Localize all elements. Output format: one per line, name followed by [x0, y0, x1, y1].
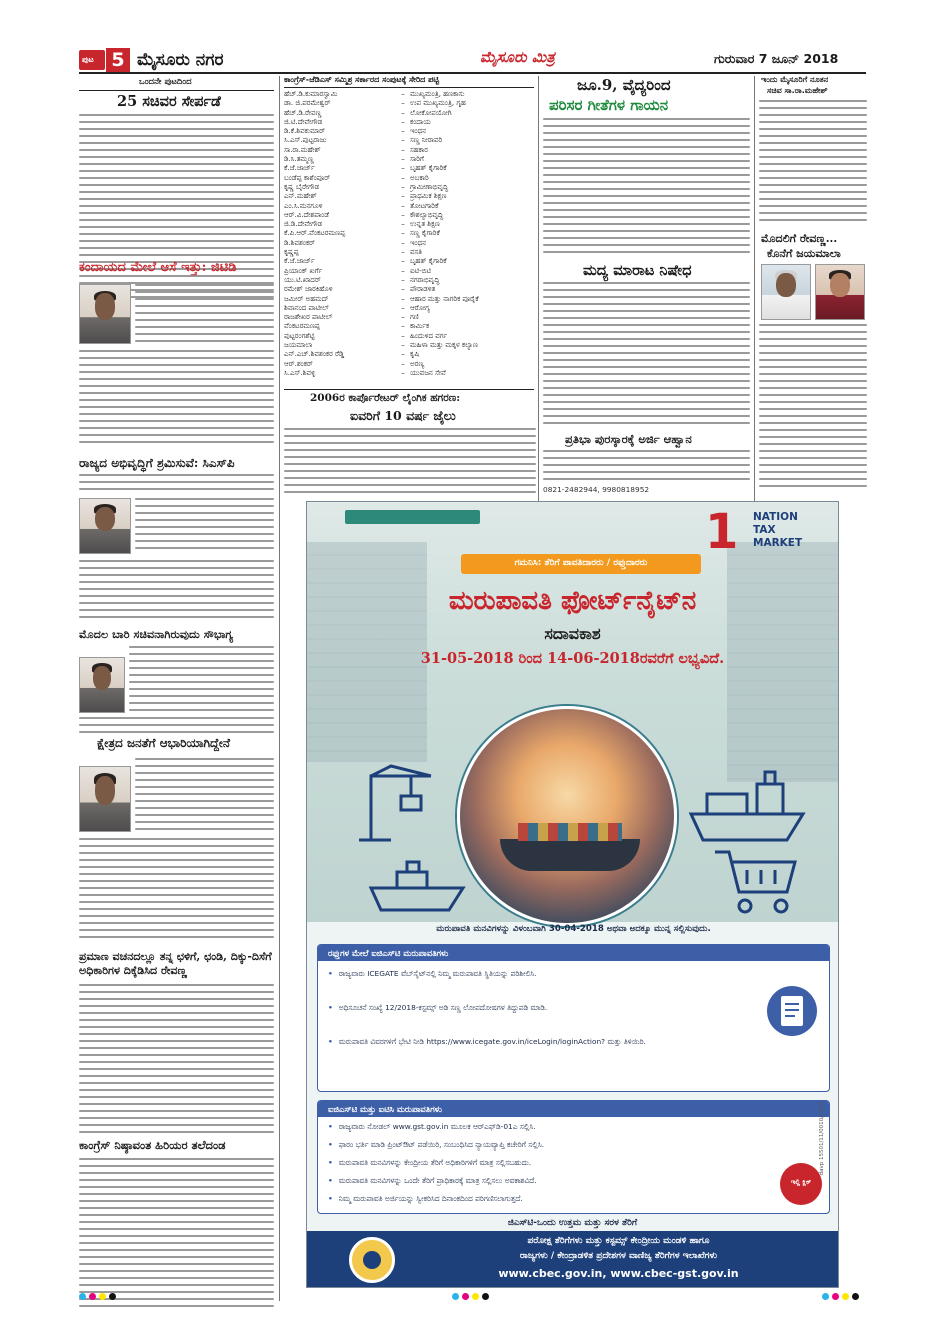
- one-nation-logo: [705, 504, 835, 560]
- separator: –: [401, 192, 405, 201]
- headline-june9-1: ಜೂ.9, ವೈದ್ಯರಿಂದ: [577, 76, 671, 94]
- minister-name: ಕೃಷ್ಣ ಬೈರೇಗೌಡ: [284, 182, 320, 191]
- cbic-emblem: [349, 1237, 395, 1283]
- reg-dot: [482, 1293, 489, 1300]
- separator: –: [401, 99, 405, 108]
- story-csp-text-3: [79, 560, 274, 620]
- story-csp-text: [79, 474, 274, 494]
- minister-name: ಕೆ.ಜೆ.ಜಾರ್ಜ್: [284, 164, 315, 173]
- headline-revanna-jayamala-1: ಮೊದಲಿಗೆ ರೇವಣ್ಣ...: [761, 232, 838, 245]
- headline-csp: ರಾಜ್ಯದ ಅಭಿವೃದ್ಧಿಗೆ ಶ್ರಮಿಸುವೆ: ಸಿಎಸ್‌ಪಿ: [79, 456, 235, 470]
- cabinet-row: [284, 183, 534, 192]
- story-pratibha-text: [543, 450, 750, 484]
- ad-exports-item: • ಅಧಿಸೂಚನೆ ಸಂಖ್ಯೆ 12/2018-ಕಸ್ಟಮ್ಸ್ ಅಡಿ ಸಣ್ಣ ಲೋಪದೋಷಗಳ ತಿದ್ದುಪಡಿ ಮಾಡಿ.: [328, 1003, 548, 1012]
- revanna-portrait: [761, 264, 811, 320]
- table-title-rule: [284, 87, 534, 88]
- cabinet-row: [284, 174, 534, 183]
- reg-dot: [822, 1293, 829, 1300]
- ad-ship: [500, 839, 640, 871]
- emblem-core: [363, 1251, 381, 1269]
- minister-name: ಪುಟ್ಟರಂಗಶೆಟ್ಟಿ: [284, 331, 315, 340]
- minister-name: ಪ್ರಿಯಾಂಕ್ ಖರ್ಗೆ: [284, 266, 323, 275]
- minister-name: ಸಿ.ಎಸ್.ಪುಟ್ಟರಾಜು: [284, 136, 327, 145]
- headline-revanna-jayamala-2: ಕೊನೆಗೆ ಜಯಮಾಲಾ: [767, 247, 841, 260]
- reg-dot: [852, 1293, 859, 1300]
- cabinet-row: [284, 267, 534, 276]
- page-tab: [79, 50, 105, 70]
- page-number: 5: [111, 49, 125, 71]
- logo-line-2: TAX: [753, 524, 776, 536]
- logo-numeral: 1: [705, 504, 739, 560]
- separator: –: [401, 238, 405, 247]
- portfolio: ಆರೋಗ್ಯ: [410, 303, 430, 312]
- story-mahesh-text: [759, 100, 867, 228]
- reg-dot: [832, 1293, 839, 1300]
- footer-line-1: ಪರೋಕ್ಷ ತೆರಿಗೆಗಳು ಮತ್ತು ಕಸ್ಟಮ್ಸ್ ಕೇಂದ್ರೀಯ ಮಂಡಳಿ ಹಾಗೂ: [527, 1236, 710, 1246]
- separator: –: [401, 257, 405, 266]
- separator: –: [401, 201, 405, 210]
- reg-dot: [79, 1293, 86, 1300]
- story-first-time-text-2: [79, 717, 274, 735]
- ad-code: davp 15501/11/0010/1819: [819, 1102, 825, 1176]
- portfolio: ಬೃಹತ್ ಕೈಗಾರಿಕೆ: [410, 257, 447, 266]
- portfolio: ಅಬಕಾರಿ: [410, 173, 429, 182]
- ad-banner: [461, 554, 701, 574]
- ad-itc-item: • ರಾಜ್ಯವಾರು ನೋಡಲ್ www.gst.gov.in ಮೂಲಕ ಆರ್‌ಎಫ್‌ಡಿ-01ಎ ಸಲ್ಲಿಸಿ.: [328, 1122, 536, 1131]
- separator: –: [401, 313, 405, 322]
- separator: –: [401, 182, 405, 191]
- cabinet-row: [284, 276, 534, 285]
- ad-itc-item: • ಮರುಪಾವತಿ ಮನವಿಗಳನ್ನು ಕೇಂದ್ರೀಯ ತೆರಿಗೆ ಅಧಿಕಾರಿಗಳಿಗೆ ಮಾತ್ರ ಸಲ್ಲಿಸಬಹುದು.: [328, 1158, 532, 1167]
- headline-revanna: ಪ್ರಮಾಣ ವಚನದಲ್ಲೂ ತನ್ನ ಛಳಿಗೆ, ಛಂಡಿ, ದಿಕ್ಕು-ದಿಸೆಗೆ ಅಧಿಕಾರಿಗಳ ದಿಕ್ಕೆಡಿಸಿದ ರೇವಣ್ಣ: [79, 950, 272, 977]
- portfolio: ತೋಟಗಾರಿಕೆ: [410, 201, 439, 210]
- table-bottom-rule: [284, 389, 534, 390]
- ad-hero-circle: [457, 706, 677, 926]
- cabinet-row: [284, 118, 534, 127]
- story-constituency-text: [135, 758, 274, 834]
- minister-name: ಡಿ.ಶಿವಶಂಕರ್: [284, 238, 316, 247]
- minister-name: ರಾಜಶೇಖರ ಪಾಟೀಲ್: [284, 313, 333, 322]
- portfolio: ಮಹಿಳಾ ಮತ್ತು ಮಕ್ಕಳ ಕಲ್ಯಾಣ: [410, 341, 478, 350]
- portfolio: ಉಪ ಮುಖ್ಯಮಂತ್ರಿ, ಗೃಹ: [410, 99, 466, 108]
- portfolio: ಇಂಧನ: [410, 238, 427, 247]
- portfolio: ಸಾರಿಗೆ: [410, 155, 424, 164]
- cabinet-row: [284, 202, 534, 211]
- story-first-time-text: [129, 646, 274, 714]
- ad-itc-item: • ನಿಮ್ಮ ಮರುಪಾವತಿ ಅರ್ಜಿಯನ್ನು ಸ್ವೀಕರಿಸಿದ ದಿನಾಂಕದಿಂದ ಪರಿಗಣಿಸಲಾಗುತ್ತದೆ.: [328, 1194, 523, 1203]
- portfolio: ಇಂಧನ: [410, 127, 427, 136]
- ad-section-itc: [317, 1100, 830, 1214]
- separator: –: [401, 220, 405, 229]
- minister-name: ಡಿ.ಕೆ.ಶಿವಕುಮಾರ್: [284, 127, 326, 136]
- ad-itc-item: • ಫಾರಂ ಭರ್ತಿ ಮಾಡಿ ಪ್ರಿಂಟ್‌ಔಟ್ ಪಡೆಯಿರಿ, ಸಂಬಂಧಿಸಿದ ನ್ಯಾಯವ್ಯಾಪ್ತಿ ಕಚೇರಿಗೆ ಸಲ್ಲಿಸಿ.: [328, 1140, 545, 1149]
- separator: –: [401, 90, 405, 98]
- jayamala-portrait: [815, 264, 865, 320]
- minister-name: ಯು.ಟಿ.ಖಾದರ್: [284, 275, 321, 284]
- cabinet-row: [284, 239, 534, 248]
- headline-congress: ಕಾಂಗ್ರೆಸ್ ನಿಷ್ಠಾವಂತ ಹಿರಿಯರ ತಲೆದಂಡ: [79, 1138, 226, 1152]
- minister-name: ವೆಂಕಟರಮಣಪ್ಪ: [284, 322, 320, 331]
- footer-line-2: ರಾಜ್ಯಗಳು / ಕೇಂದ್ರಾಡಳಿತ ಪ್ರದೇಶಗಳ ವಾಣಿಜ್ಯ ತೆರಿಗೆಗಳ ಇಲಾಖೆಗಳು: [519, 1251, 718, 1261]
- cabinet-row: [284, 155, 534, 164]
- story-liquor-text: [543, 282, 750, 432]
- separator: –: [401, 359, 405, 368]
- ad-itc-item: • ಮರುಪಾವತಿ ಮನವಿಗಳನ್ನು ಒಂದೇ ತೆರಿಗೆ ಪ್ರಾಧಿಕಾರಕ್ಕೆ ಮಾತ್ರ ಸಲ್ಲಿಸಲು ಅವಕಾಶವಿದೆ.: [328, 1176, 537, 1185]
- column-divider-1: [279, 76, 280, 1301]
- ad-section-exports: [317, 944, 830, 1092]
- cabinet-row: [284, 146, 534, 155]
- portfolio: ಮುಖ್ಯಮಂತ್ರಿ, ಹಣಕಾಸು: [410, 90, 465, 98]
- separator: –: [401, 266, 405, 275]
- ad-subtitle: ಸದಾವಕಾಶ: [544, 624, 601, 643]
- ad-dates: 31-05-2018 ರಿಂದ 14-06-2018ರವರೆಗೆ ಲಭ್ಯವಿದೆ.: [420, 650, 725, 667]
- right-kicker-1: ಇಂದು ಮೈಸೂರಿಗೆ ನೂತನ: [761, 75, 829, 84]
- minister-name: ಸಾ.ರಾ.ಮಹೇಶ್: [284, 145, 321, 154]
- story-gtd-text-2: [79, 350, 274, 448]
- minister-name: ಎನ್.ಎಚ್.ಶಿವಶಂಕರ ರೆಡ್ಡಿ: [284, 350, 345, 359]
- minister-name: ಎನ್.ಮಹೇಶ್: [284, 192, 317, 201]
- portfolio: ಲೋಕೋಪಯೋಗಿ: [410, 108, 452, 117]
- minister-name: ಜಿ.ಟಿ.ದೇವೇಗೌಡ: [284, 117, 323, 126]
- masthead: [0, 0, 945, 72]
- portfolio: ಹಿಂದುಳಿದ ವರ್ಗ: [410, 331, 448, 340]
- portfolio: ಸಣ್ಣ ನೀರಾವರಿ: [410, 136, 443, 145]
- reg-dot: [99, 1293, 106, 1300]
- jail-headline-1: 2006ರ ಕಾರ್ಪೊರೇಟರ್ ಲೈಂಗಿಕ ಹಗರಣ:: [310, 392, 461, 404]
- cabinet-row: [284, 360, 534, 369]
- separator: –: [401, 285, 405, 294]
- story-cabinet-text: [79, 114, 274, 304]
- reg-dot: [462, 1293, 469, 1300]
- ad-exports-item: • ರಾಜ್ಯವಾರು ICEGATE ವೆಬ್‌ಸೈಟ್‌ನಲ್ಲಿ ನಿಮ್ಮ ಮರುಪಾವತಿ ಸ್ಥಿತಿಯನ್ನು ಪರಿಶೀಲಿಸಿ.: [328, 969, 537, 978]
- separator: –: [401, 117, 405, 126]
- minister-name: ಕೆ.ಜೆ.ಜಾರ್ಜ್: [284, 257, 315, 266]
- cabinet-row: [284, 127, 534, 136]
- ad-section-itc-list: [328, 1122, 768, 1212]
- headline-constituency: ಕ್ಷೇತ್ರದ ಜನತೆಗೆ ಆಭಾರಿಯಾಗಿದ್ದೇನೆ: [97, 736, 230, 750]
- ad-banner-text: ಗಮನಿಸಿ: ತೆರಿಗೆ ಪಾವತಿದಾರರು / ರಫ್ತುದಾರರು: [514, 558, 648, 568]
- ad-section-itc-header: [318, 1101, 829, 1117]
- minister-name: ಎಂ.ಸಿ.ಮನಗೂಳಿ: [284, 201, 323, 210]
- cabinet-row: [284, 369, 534, 378]
- minister-name: ಬಂಡೆಪ್ಪ ಕಾಶೆಂಪೂರ್: [284, 173, 331, 182]
- cabinet-row: [284, 192, 534, 201]
- separator: –: [401, 155, 405, 164]
- headline-pratibha: ಪ್ರತಿಭಾ ಪುರಸ್ಕಾರಕ್ಕೆ ಅರ್ಜಿ ಆಹ್ವಾನ: [565, 432, 692, 446]
- separator: –: [401, 368, 405, 377]
- portfolio: ಕಂದಾಯ: [410, 117, 431, 126]
- crane-icon: [351, 762, 441, 842]
- story-revanna-text: [79, 984, 274, 1136]
- headline-cabinet: 25 ಸಚಿವರ ಸೇರ್ಪಡೆ: [117, 93, 221, 110]
- story-csp-text-2: [135, 498, 274, 556]
- table-title: ಕಾಂಗ್ರೆಸ್-ಜೆಡಿಎಸ್ ಸಮ್ಮಿಶ್ರ ಸರ್ಕಾರದ ಸಂಪುಟಕ್ಕೆ ಸೇರಿದ ಪಟ್ಟಿ: [284, 75, 440, 84]
- right-kicker-2: ಸಚಿವ ಸಾ.ರಾ.ಮಹೇಶ್: [767, 86, 828, 95]
- portfolio: ಕೌಶಲ್ಯಾಭಿವೃದ್ಧಿ: [410, 210, 444, 219]
- cabinet-row: [284, 304, 534, 313]
- ad-title: ಮರುಪಾವತಿ ಫೋರ್ಟ್‌ನೈಟ್‌ನ: [448, 586, 697, 616]
- separator: –: [401, 210, 405, 219]
- cart-icon: [711, 846, 801, 916]
- logo-line-1: NATION: [753, 511, 798, 523]
- ad-section-exports-title: ರಫ್ತುಗಳ ಮೇಲೆ ಐಜಿಎಸ್‌ಟಿ ಮರುಪಾವತಿಗಳು: [328, 948, 449, 958]
- reg-dot: [472, 1293, 479, 1300]
- reg-dot: [842, 1293, 849, 1300]
- portfolio: ಗಣಿ: [410, 313, 419, 322]
- cabinet-row: [284, 295, 534, 304]
- portfolio: ಗ್ರಾಮೀಣಾಭಿವೃದ್ಧಿ: [410, 182, 449, 191]
- portfolio: ಸಹಕಾರ: [410, 145, 428, 154]
- story-jayamala-text: [759, 324, 867, 494]
- separator: –: [401, 275, 405, 284]
- separator: –: [401, 322, 405, 331]
- minister-name: ಡಿ.ಸಿ.ತಮ್ಮಣ್ಣ: [284, 155, 314, 164]
- separator: –: [401, 294, 405, 303]
- minister-name: ಹೆಚ್.ಡಿ.ರೇವಣ್ಣ: [284, 108, 322, 117]
- cabinet-row: [284, 136, 534, 145]
- click-here-button[interactable]: [780, 1163, 822, 1205]
- cabinet-row: [284, 99, 534, 108]
- separator: –: [401, 127, 405, 136]
- story-june9-text: [543, 118, 750, 258]
- cabinet-row: [284, 109, 534, 118]
- gtd-photo: [79, 284, 131, 344]
- ad-ship-cargo: [518, 823, 622, 841]
- section-title: ಮೈಸೂರು ನಗರ: [137, 50, 224, 70]
- csp-photo: [79, 498, 131, 554]
- separator: –: [401, 303, 405, 312]
- portfolio: ಪ್ರಾಥಮಿಕ ಶಿಕ್ಷಣ: [410, 192, 447, 201]
- ad-footer: [307, 1231, 839, 1288]
- ad-exports-item: • ಮರುಪಾವತಿ ವಿವರಗಳಿಗೆ ಭೇಟಿ ನೀಡಿ https://www.icegate.gov.in/iceLogin/loginAction? ಮತ್ತು ತಿಳಿಯಿರಿ.: [328, 1037, 646, 1046]
- portfolio: ಅರಣ್ಯ: [410, 359, 425, 368]
- jail-story-text: [284, 428, 536, 500]
- headline-liquor: ಮದ್ಯ ಮಾರಾಟ ನಿಷೇಧ: [583, 262, 692, 279]
- separator: –: [401, 248, 405, 257]
- column-divider-3: [754, 76, 755, 501]
- portfolio: ಸಣ್ಣ ಕೈಗಾರಿಕೆ: [410, 229, 440, 238]
- footer-url[interactable]: www.cbec.gov.in, www.cbec-gst.gov.in: [498, 1267, 739, 1280]
- revanna-photo: [79, 766, 131, 832]
- reg-dot: [452, 1293, 459, 1300]
- separator: –: [401, 350, 405, 359]
- cabinet-row: [284, 248, 534, 257]
- sarah-photo: [79, 657, 125, 713]
- minister-name: ಕೆ.ಪಿ.ಆರ್.ವೆಂಕಟರಮಣಪ್ಪ: [284, 229, 346, 238]
- minister-name: ರಮೇಶ್ ಜಾರಕಿಹೊಳಿ: [284, 285, 333, 294]
- right-column: [759, 74, 867, 504]
- portfolio: ಆಹಾರ ಮತ್ತು ನಾಗರಿಕ ಪೂರೈಕೆ: [410, 294, 479, 303]
- kicker: ಒಂದನೇ ಪುಟದಿಂದ: [139, 77, 192, 87]
- headline-first-time: ಮೊದಲ ಬಾರಿ ಸಚಿವನಾಗಿರುವುದು ಸೌಭಾಗ್ಯ: [79, 627, 234, 641]
- contact-numbers: 0821-2482944, 9980818952: [543, 485, 650, 494]
- minister-name: ಜಯಮಾಲಾ: [284, 341, 313, 350]
- minister-name: ಕೃಷ್ಣಪ್ಪ: [284, 248, 299, 257]
- portfolio: ನಗರಾಭಿವೃದ್ಧಿ: [410, 275, 440, 284]
- cargo-ship-icon: [687, 764, 807, 844]
- separator: –: [401, 341, 405, 350]
- document-icon: [766, 985, 818, 1037]
- cabinet-row: [284, 313, 534, 322]
- portfolio: ಉನ್ನತ ಶಿಕ್ಷಣ: [410, 220, 440, 229]
- logo-line-3: MARKET: [753, 537, 803, 549]
- cabinet-row: [284, 341, 534, 350]
- cabinet-row: [284, 322, 534, 331]
- ad-section-exports-header: [318, 945, 829, 961]
- minister-name: ಆರ್.ಶಂಕರ್: [284, 359, 313, 368]
- separator: –: [401, 229, 405, 238]
- portfolio: ಬೃಹತ್ ಕೈಗಾರಿಕೆ: [410, 164, 447, 173]
- minister-name: ಆರ್.ವಿ.ದೇಶಪಾಂಡೆ: [284, 210, 330, 219]
- click-here-label: ಇಲ್ಲಿ ಕ್ಲಿಕ್: [790, 1178, 812, 1186]
- cabinet-row: [284, 90, 534, 99]
- ad-section-exports-list: [328, 969, 748, 1071]
- portfolio: ಕಾರ್ಮಿಕ: [410, 322, 430, 331]
- portfolio: ಐಟಿ-ಬಿಟಿ: [410, 266, 431, 275]
- minister-name: ಹೆಚ್.ಡಿ.ಕುಮಾರಸ್ವಾಮಿ: [284, 90, 338, 98]
- issue-date: ಗುರುವಾರ 7 ಜೂನ್ 2018: [714, 51, 839, 66]
- refund-ad: [306, 501, 839, 1288]
- minister-name: ಸಿ.ಎಸ್.ಶಿವಳ್ಳಿ: [284, 368, 316, 377]
- center-column: [543, 74, 750, 504]
- portfolio: ಪೌರಾಡಳಿತ: [410, 285, 436, 294]
- ad-section-itc-title: ಐಜಿಎಸ್‌ಟಿ ಮತ್ತು ಐಟಿಸಿ ಮರುಪಾವತಿಗಳು: [328, 1104, 442, 1114]
- cabinet-row: [284, 350, 534, 359]
- cabinet-row: [284, 229, 534, 238]
- cabinet-row: [284, 220, 534, 229]
- cabinet-row: [284, 332, 534, 341]
- minister-name: ಜಿ.ಡಿ.ದೇವೇಗೌಡ: [284, 220, 323, 229]
- headline-june9-2: ಪರಿಸರ ಗೀತೆಗಳ ಗಾಯನ: [549, 96, 669, 114]
- portfolio: ಯುವಜನ ಸೇವೆ: [410, 368, 446, 377]
- headline-gtd: ಕಂದಾಯದ ಮೇಲೆ ಆಸೆ ಇತ್ತು: ಜಿಟಿಡಿ: [79, 260, 237, 275]
- story-gtd-text: [135, 284, 274, 346]
- portfolio: ವಸತಿ: [410, 248, 422, 257]
- reg-dot: [109, 1293, 116, 1300]
- separator: –: [401, 331, 405, 340]
- paper-logo: ಮೈಸೂರು ಮಿತ್ರ: [480, 48, 555, 66]
- portfolio: ಕೃಷಿ: [410, 350, 420, 359]
- left-column: [79, 74, 274, 1304]
- cabinet-row: [284, 257, 534, 266]
- gst-tagline: ಜಿಎಸ್‌ಟಿ-ಒಂದು ಉತ್ತಮ ಮತ್ತು ಸರಳ ತೆರಿಗೆ: [507, 1218, 638, 1228]
- column-divider-2: [538, 76, 539, 501]
- ad-deadline: ಮರುಪಾವತಿ ಮನವಿಗಳನ್ನು ವಿಳಂಬವಾಗಿ 30-04-2018 ಅಥವಾ ಅದಕ್ಕೂ ಮುನ್ನ ಸಲ್ಲಿಸುವುದು.: [436, 924, 711, 934]
- separator: –: [401, 164, 405, 173]
- kicker-rule: [79, 90, 274, 91]
- cabinet-row: [284, 285, 534, 294]
- jail-headline-2: ಐವರಿಗೆ 10 ವರ್ಷ ಜೈಲು: [350, 408, 456, 423]
- cabinet-table: [284, 90, 534, 385]
- minister-name: ಶಿವಾನಂದ ಪಾಟೀಲ್: [284, 303, 329, 312]
- cabinet-row: [284, 211, 534, 220]
- page-label: ಪುಟ: [82, 55, 94, 64]
- separator: –: [401, 145, 405, 154]
- separator: –: [401, 173, 405, 182]
- minister-name: ಡಾ. ಜಿ.ಪರಮೇಶ್ವರ್: [284, 99, 331, 108]
- cabinet-row: [284, 164, 534, 173]
- story-congress-text: [79, 1158, 274, 1308]
- minister-name: ಜಮೀರ್ ಅಹಮದ್: [284, 294, 329, 303]
- separator: –: [401, 108, 405, 117]
- story-constituency-text-2: [79, 838, 274, 946]
- page-number-box: [106, 48, 130, 72]
- ad-top-ribbon: [345, 510, 480, 524]
- separator: –: [401, 136, 405, 145]
- ship-icon: [367, 854, 467, 914]
- reg-dot: [89, 1293, 96, 1300]
